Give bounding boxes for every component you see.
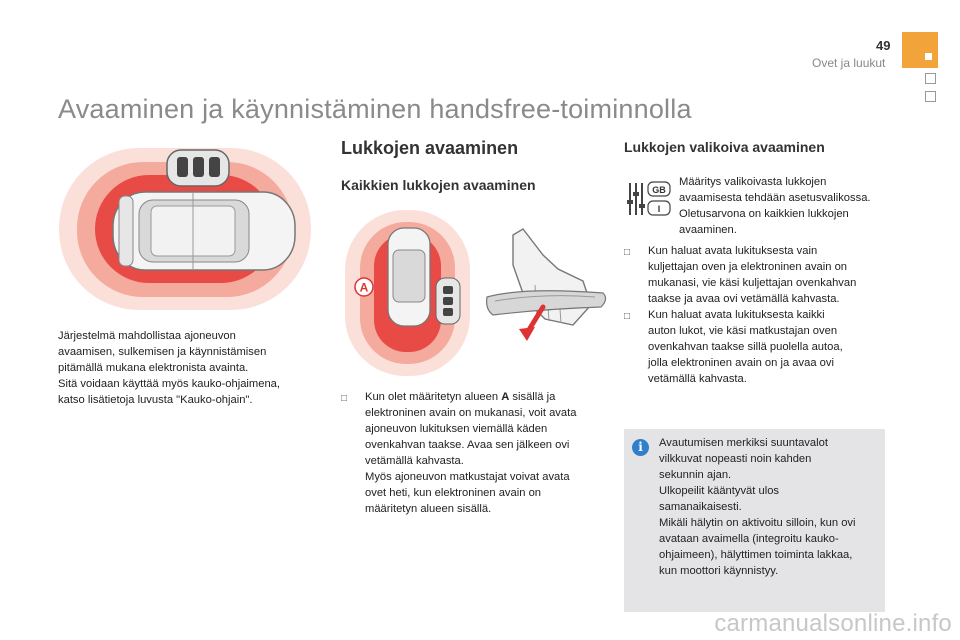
zone-ref: A xyxy=(501,391,510,403)
zone-a-label: A xyxy=(359,280,369,295)
hand-door-handle-illustration xyxy=(483,225,613,355)
info-note-box xyxy=(624,429,885,612)
page-number: 49 xyxy=(876,38,891,53)
settings-line: Määritys valikoivasta lukkojen xyxy=(679,176,827,188)
bullet-line: auton lukot, vie käsi matkustajan oven xyxy=(648,325,838,337)
car-icon xyxy=(388,228,430,326)
bullet-item xyxy=(341,389,603,517)
i-badge-label: I xyxy=(657,204,661,214)
chapter-marker-icon xyxy=(925,53,932,60)
settings-line: avaaminen. xyxy=(679,224,737,236)
note-line: avataan avaimella (integroitu kauko- xyxy=(659,533,839,545)
chapter-box-icon xyxy=(925,91,936,102)
note-line: Avautumisen merkiksi suuntavalot xyxy=(659,437,828,449)
gb-badge-label: GB xyxy=(652,185,666,195)
bullet-line: ajoneuvon lukituksen viemällä käden xyxy=(365,423,548,435)
note-line: kun moottori käynnistyy. xyxy=(659,565,779,577)
bullet-text: Kun olet määritetyn alueen xyxy=(365,391,499,403)
note-line: sekunnin ajan. xyxy=(659,469,732,481)
bullet-line: vetämällä kahvasta. xyxy=(365,455,464,467)
bullet-item xyxy=(624,243,899,307)
bullet-line: kuljettajan oven ja elektroninen avain on xyxy=(648,261,848,273)
selective-unlock-text xyxy=(624,243,899,387)
chapter-tab xyxy=(902,32,938,68)
section-heading: Lukkojen valikoiva avaaminen xyxy=(624,139,825,155)
bullet-line: taakse ja avaa ovi vetämällä kahvasta. xyxy=(648,293,840,305)
key-fob-icon xyxy=(436,278,460,324)
bullet-line: ovenkahvan taakse. Avaa sen jälkeen ovi xyxy=(365,439,570,451)
bullet-line: ovet heti, kun elektroninen avain on xyxy=(365,487,542,499)
settings-menu-icon xyxy=(626,180,672,218)
note-line: samanaikaisesti. xyxy=(659,501,742,513)
key-fob-icon xyxy=(167,150,229,186)
zone-a-illustration xyxy=(340,208,475,378)
bullet-line: jolla elektroninen avain on ja avaa ovi xyxy=(648,357,834,369)
section-name: Ovet ja luukut xyxy=(812,56,886,70)
intro-line: avaamisen, sulkemisen ja käynnistämisen xyxy=(58,346,267,358)
settings-line: Oletusarvona on kaikkien lukkojen xyxy=(679,208,849,220)
note-line: ohjaimeen), hälyttimen toiminta lakkaa, xyxy=(659,549,853,561)
settings-line: avaamisesta tehdään asetusvalikossa. xyxy=(679,192,871,204)
intro-line: katso lisätietoja luvusta "Kauko-ohjain". xyxy=(58,394,253,406)
page-title: Avaaminen ja käynnistäminen handsfree-toiminnolla xyxy=(58,94,692,124)
chapter-box-icon xyxy=(925,73,936,84)
unlock-all-text xyxy=(341,389,603,517)
bullet-line: vetämällä kahvasta. xyxy=(648,373,747,385)
intro-line: pitämällä mukana elektronista avainta. xyxy=(58,362,249,374)
bullet-line: Kun haluat avata lukituksesta vain xyxy=(648,245,818,257)
bullet-line: määritetyn alueen sisällä. xyxy=(365,503,492,515)
bullet-text: sisällä ja xyxy=(512,391,556,403)
bullet-item xyxy=(624,307,899,387)
info-icon: i xyxy=(632,439,649,456)
bullet-square-icon: □ xyxy=(624,247,631,258)
note-line: vilkkuvat nopeasti noin kahden xyxy=(659,453,812,465)
subsection-heading: Kaikkien lukkojen avaaminen xyxy=(341,177,536,193)
settings-text xyxy=(679,174,909,238)
watermark: carmanualsonline.info xyxy=(714,610,952,637)
car-icon xyxy=(113,192,295,270)
bullet-line: ovenkahvan taakse sillä puolella autoa, xyxy=(648,341,843,353)
bullet-square-icon: □ xyxy=(624,311,631,322)
car-zone-illustration xyxy=(55,140,315,315)
bullet-line: elektroninen avain on mukanasi, voit avata xyxy=(365,407,577,419)
bullet-line: Kun haluat avata lukituksesta kaikki xyxy=(648,309,825,321)
note-line: Ulkopeilit kääntyvät ulos xyxy=(659,485,780,497)
bullet-first-line xyxy=(365,389,603,405)
bullet-line: mukanasi, vie käsi kuljettajan ovenkahvan xyxy=(648,277,857,289)
bullet-square-icon: □ xyxy=(341,393,348,404)
intro-text xyxy=(58,328,318,408)
intro-line: Sitä voidaan käyttää myös kauko-ohjaimena, xyxy=(58,378,281,390)
bullet-line: Myös ajoneuvon matkustajat voivat avata xyxy=(365,471,570,483)
section-heading: Lukkojen avaaminen xyxy=(341,138,519,158)
intro-line: Järjestelmä mahdollistaa ajoneuvon xyxy=(58,330,236,342)
note-line: Mikäli hälytin on aktivoitu silloin, kun ovi xyxy=(659,517,856,529)
